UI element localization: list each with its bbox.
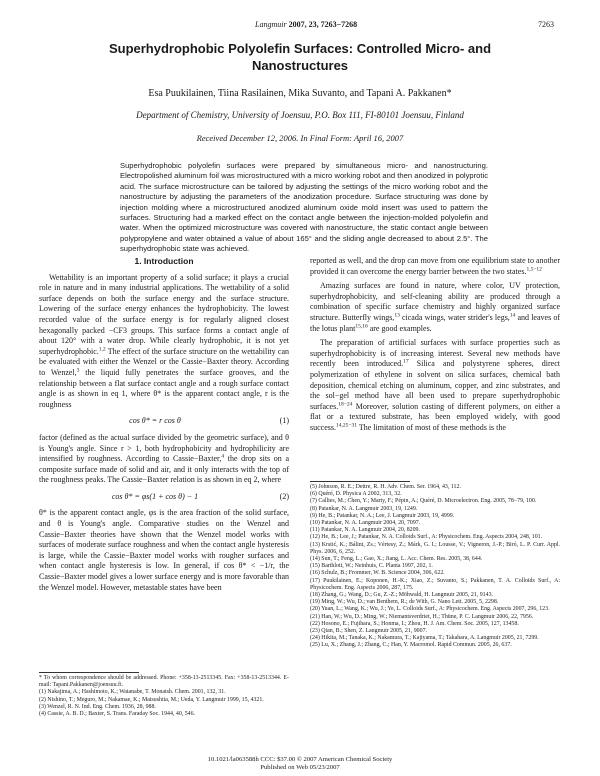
right-paragraph-2: Amazing surfaces are found in nature, where color, UV protection, superhydrophobicity, and self-cleaning ability are produced through a combination of specific surface chemistry and highly organized surface structure. Butterfly wings,$^{13}$ cicada wings, water strider's legs,$^{14}$ and leaves of the lotus plant$^{15,16}$ are good examples.	[310, 281, 561, 333]
reference: (24) Hikita, M.; Tanaka, K.; Nakamura, T.; Kajiyama, T.; Takahara, A. Langmuir 2005, 21, 7299.	[310, 635, 539, 642]
doi-copyright-line: 10.1021/la063588h CCC: $37.00 © 2007 American Chemical Society	[207, 756, 393, 763]
reference: (6) Quéré, D. Physica A 2002, 313, 32.	[310, 491, 402, 498]
reference: (12) He, B.; Lee, J.; Patankar, N. A. Colloids Surf., A: Physicochem. Eng. Aspects 2004, 248, 101.	[310, 534, 543, 541]
reference: (13) Krstić, K.; Bálint, Zs.; Vértesy, Z.; Márk, G. I.; Lousse, V.; Vigneron, J.-P.; Biró, L. P. Curr. Appl. Phys. 2006, 6, 252.	[310, 541, 560, 555]
abstract: Superhydrophobic polyolefin surfaces were prepared by simultaneous micro- and nanostructuring. Electropolished aluminum foil was microstructured with a micro working robot and then anodized in polyprotic acid. The surface microstructure can be tailored by adjusting the settings of the micro working robot and the nanostructure by adjusting the parameters of the anodization procedure. Surface structuring was done by injection molding where a microstructured anodized aluminum oxide mold insert was used to pattern the surfaces. Structuring had a marked effect on the contact angle between the injection-molded polyolefin and water. When the optimized microstructure was covered with nanostructure, the static contact angle between polypropylene and water obtained a value of about 165° and the sliding angle decreased to about 2.5°. The superhydrophobic state was achieved.	[120, 161, 488, 254]
right-paragraph-1: reported as well, and the drop can move from one equilibrium state to another provided it can overcome the energy barrier between the two states.$^{1,5-12}$	[310, 256, 560, 276]
reference: (17) Puukilainen, E.; Koponen, H.-K.; Xiao, Z.; Suvanto, S.; Pakkanen, T. A. Colloids Surf., A: Physicochem. Eng. Aspects 2006, 287, 175.	[310, 577, 560, 591]
reference: (16) Schulz, B.; Frommer, W. B. Science 2004, 306, 622.	[310, 570, 445, 577]
footnote: * To whom correspondence should be addressed. Phone: +358-13-2513345. Fax: +358-13-2513344. E-mail: Tapani.Pakkanen@joensuu.fi.	[39, 675, 289, 689]
right-column	[310, 256, 560, 438]
reference: (11) Patankar, N. A. Langmuir 2004, 20, 8209.	[310, 527, 420, 534]
right-paragraph-3: The preparation of artificial surfaces with surface properties such as superhydrophobicity is of increasing interest. Several new methods have recently been introduced.$^{17}$ Silica and polystyrene spheres, direct polymerization of ethylene in solvent on silica surfaces, chemical bath deposition, chemical etching on aluminum, copper, and zinc substrates, and the sol−gel method have all been used to prepare superhydrophobic surfaces.$^{18-24}$ Moreover, solution casting of different polymers, on either a flat or a textured substrate, has been employed widely, with good success.$^{14,25-31}$ The limitation of most of these methods is the	[310, 338, 561, 432]
footnote-rule-left	[39, 672, 139, 673]
left-column	[39, 256, 289, 597]
footnote: (4) Cassie, A. B. D.; Baxter, S. Trans. Faraday Soc. 1944, 40, 546.	[39, 711, 196, 718]
footnotes-left	[39, 675, 289, 718]
reference: (19) Ming, W.; Wu, D.; van Benthem, R.; de With, G. Nano Lett. 2005, 5, 2298.	[310, 599, 499, 606]
footnote: (2) Nishino, T.; Meguro, M.; Nakamae, K.; Matsushita, M.; Ueda, Y. Langmuir 1999, 15, 4321.	[39, 696, 264, 703]
intro-paragraph-2: factor (defined as the actual surface divided by the geometric surface), and θ is Young's angle. Since r > 1, both hydrophobicity and hydrophilicity are intensified by roughness. According to Cassie−Baxter,$^4$ the drop sits on a composite surface made of solid and air, and it only interacts with the top of the roughness peaks. The Cassie−Baxter relation is as shown in eq 2, where	[39, 432, 289, 485]
publication-date: Published on Web 05/23/2007	[260, 764, 340, 771]
reference: (10) Patankar, N. A. Langmuir 2004, 20, 7097.	[310, 520, 421, 527]
reference: (8) Patankar, N. A. Langmuir 2003, 19, 1249.	[310, 505, 418, 512]
reference: (25) Lu, X.; Zhang, J.; Zhang, C.; Han, Y. Macromol. Rapid Commun. 2005, 26, 637.	[310, 642, 512, 649]
reference: (14) Sun, T.; Feng, L.; Gao, X.; Jiang, L. Acc. Chem. Res. 2005, 38, 644.	[310, 556, 483, 563]
running-head-citation: Langmuir 2007, 23, 7263−7268	[255, 20, 358, 29]
section-heading-introduction: 1. Introduction	[134, 256, 194, 266]
intro-paragraph-1: Wettability is an important property of a solid surface; it plays a crucial role in nature and in many industrial applications. The wettability of a solid surface depends on both the surface energy and the surface structure. Lowering of the surface energy enhances the hydrophobicity. The lowest recorded value of the surface energy is for regularly aligned closest hexagonally packed −CF3 groups. This surface forms a contact angle of about 120° with a water drop. While clearly hydrophobic, it is not yet superhydrophobic.$^{1,2}$ The effect of the surface structure on the wettability can be evaluated with either the Wenzel or the Cassie−Baxter theory. According to Wenzel,$^3$ the liquid fully penetrates the surface grooves, and the relationship between a flat surface contact angle and a rough surface contact angle is as shown in eq 1, where θ* is the apparent contact angle, r is the roughness	[39, 272, 289, 409]
reference: (5) Johnson, R. E.; Dettre, R. H. Adv. Chem. Ser. 1964, 43, 112.	[310, 484, 461, 490]
intro-paragraph-3: θ* is the apparent contact angle, φs is the area fraction of the solid surface, and θ is Young's angle. Comparative studies on the Wenzel and Cassie−Baxter theories have shown that the Wenzel model works with surfaces of moderate surface roughness and when the contact angle hysteresis is large, while the Cassie−Baxter model works with rougher surfaces and when contact angle hysteresis is low. In general, if cos θ* < −1/r, the Cassie−Baxter model gives a lower surface energy and is more favorable than the Wenzel model. However, metastable states have been	[39, 508, 289, 592]
footnotes-right	[310, 484, 560, 650]
reference: (22) Hosono, E.; Fujihara, S.; Honma, I.; Zhou, H. J. Am. Chem. Soc. 2005, 127, 13458.	[310, 620, 519, 627]
reference: (21) Han, W.; Wu, D.; Ming, W.; Niemantsverdriet, H.; Thüne, P. C. Langmuir 2006, 22, 7956.	[310, 613, 534, 620]
equation-2: cos θ* = φs(1 + cos θ) − 1 (2)	[111, 491, 289, 501]
reference: (23) Qian, B.; Shen, Z. Langmuir 2005, 21, 9007.	[310, 628, 427, 635]
author-list: Esa Puukilainen, Tiina Rasilainen, Mika Suvanto, and Tapani A. Pakkanen*	[148, 88, 452, 99]
reference: (18) Zhang, G.; Wang, D.; Gu, Z.-Z.; Möhwald, H. Langmuir 2005, 21, 9143.	[310, 592, 493, 599]
affiliation: Department of Chemistry, University of Joensuu, P.O. Box 111, FI-80101 Joensuu, Finland	[136, 110, 464, 120]
reference: (20) Yuan, L.; Wang, K.; Wu, J.; Ye, L. Colloids Surf., A: Physicochem. Eng. Aspects 2007, 296, 123.	[310, 606, 550, 613]
footnote: (1) Nakajima, A.; Hashimoto, K.; Watanabe, T. Monatsh. Chem. 2001, 132, 31.	[39, 689, 226, 696]
reference: (7) Callies, M.; Chen, Y.; Marty, F.; Pépin, A.; Quéré, D. Microelectron. Eng. 2005, 78−79, 100.	[310, 498, 537, 505]
footnote-rule-right	[310, 481, 410, 482]
article-title: Superhydrophobic Polyolefin Surfaces: Controlled Micro- and Nanostructures	[108, 41, 492, 73]
reference: (9) He, B.; Patankar, N. A.; Lee, J. Langmuir 2003, 19, 4999.	[310, 512, 455, 519]
received-dates: Received December 12, 2006. In Final Form: April 16, 2007	[196, 133, 404, 143]
footnote: (3) Wenzel, R. N. Ind. Eng. Chem. 1936, 28, 988.	[39, 703, 156, 710]
page-number: 7263	[538, 20, 554, 29]
equation-1: cos θ* = r cos θ (1)	[129, 416, 289, 426]
reference: (15) Barthlott, W.; Neinhuis, C. Planta 1997, 202, 1.	[310, 563, 433, 570]
